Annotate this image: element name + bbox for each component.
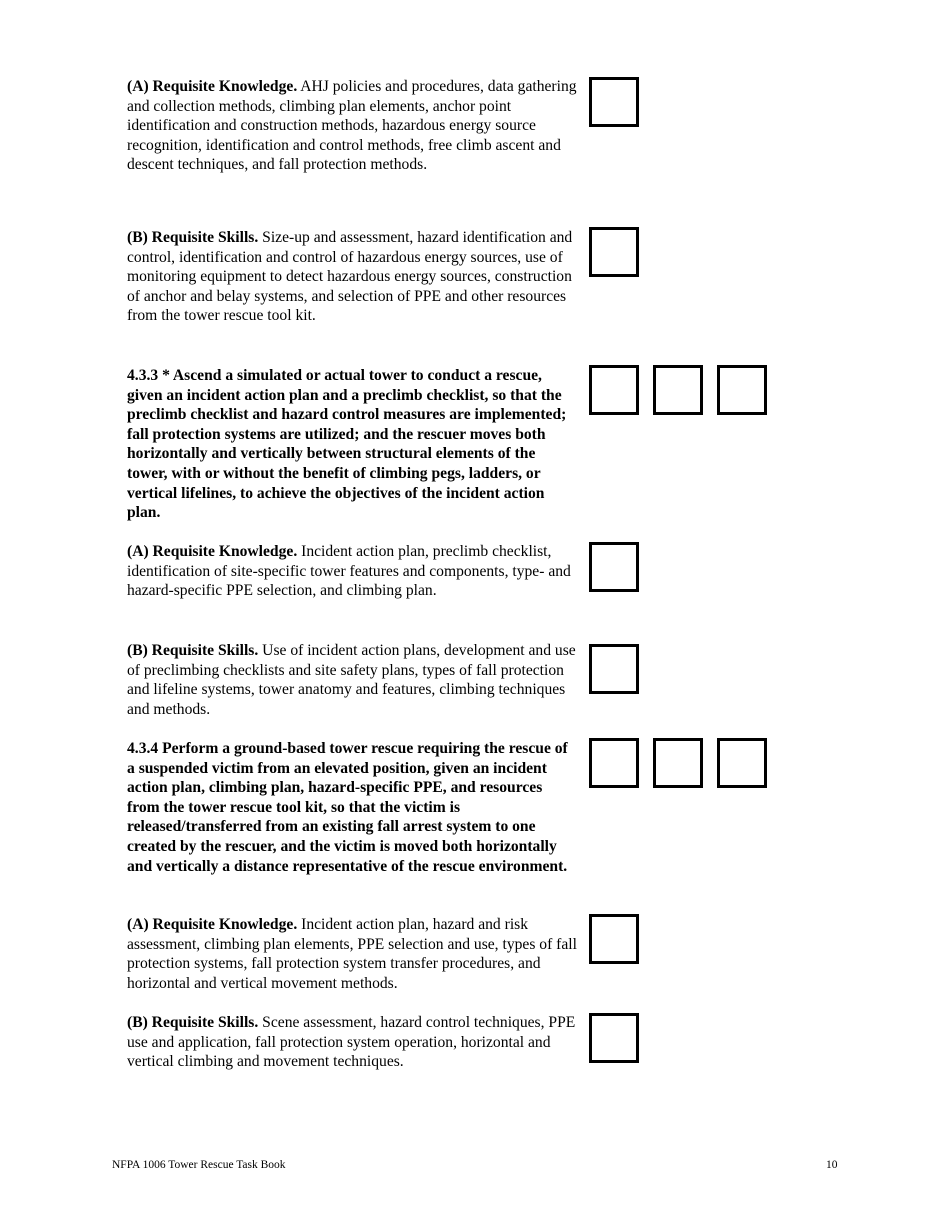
requisite-knowledge-4-3-3: [127, 542, 577, 601]
requisite-knowledge-4-3-2: [127, 77, 577, 175]
signoff-boxes: [589, 542, 639, 592]
section-lead: (B) Requisite Skills.: [127, 642, 259, 659]
section-lead: (A) Requisite Knowledge.: [127, 78, 298, 95]
signoff-checkbox[interactable]: [589, 77, 639, 127]
requisite-skills-4-3-4: [127, 1013, 577, 1072]
signoff-checkbox[interactable]: [589, 1013, 639, 1063]
signoff-boxes: [589, 1013, 639, 1063]
signoff-boxes: [589, 644, 639, 694]
section-text: AHJ policies and procedures, data gathering and collection methods, climbing plan elements, anchor point identification and construction methods, hazardous energy source recognition, identification and control methods, free climb ascent and descent techniques, and fall protection methods.: [127, 78, 577, 174]
section-text: 4.3.3 * Ascend a simulated or actual tower to conduct a rescue, given an incident action plan and a preclimb checklist, so that the preclimb checklist and hazard control measures are implemented; fall protection systems are utilized; and the rescuer moves both horizontally and vertically between structural elements of the tower, with or without the benefit of climbing pegs, ladders, or vertical lifelines, to achieve the objectives of the incident action plan.: [127, 367, 567, 522]
signoff-checkbox[interactable]: [589, 914, 639, 964]
requisite-skills-4-3-3: [127, 641, 577, 719]
section-text: Scene assessment, hazard control techniques, PPE use and application, fall protection system operation, horizontal and vertical climbing and movement techniques.: [127, 1014, 576, 1071]
signoff-boxes: [589, 227, 639, 277]
evaluation-checkbox-2[interactable]: [653, 365, 703, 415]
evaluation-boxes: [589, 738, 767, 788]
jpr-4-3-4: [127, 739, 577, 876]
section-text: Incident action plan, hazard and risk assessment, climbing plan elements, PPE selection and use, types of fall protection systems, fall protection system transfer procedures, and horizontal and vertical movement methods.: [127, 916, 577, 992]
requisite-knowledge-4-3-4: [127, 915, 577, 993]
signoff-checkbox[interactable]: [589, 542, 639, 592]
signoff-checkbox[interactable]: [589, 644, 639, 694]
section-text: Size-up and assessment, hazard identification and control, identification and control of hazardous energy sources, use of monitoring equipment to detect hazardous energy sources, construction of anchor and belay systems, and selection of PPE and other resources from the tower rescue tool kit.: [127, 229, 573, 325]
section-text: 4.3.4 Perform a ground-based tower rescue requiring the rescue of a suspended victim from an elevated position, given an incident action plan, climbing plan, hazard-specific PPE, and resources from the tower rescue tool kit, so that the victim is released/transferred from an existing fall arrest system to one created by the rescuer, and the victim is moved both horizontally and vertically a distance representative of the rescue environment.: [127, 740, 568, 875]
evaluation-checkbox-3[interactable]: [717, 365, 767, 415]
footer-title: NFPA 1006 Tower Rescue Task Book: [112, 1159, 286, 1171]
evaluation-checkbox-2[interactable]: [653, 738, 703, 788]
section-lead: (B) Requisite Skills.: [127, 1014, 259, 1031]
signoff-checkbox[interactable]: [589, 227, 639, 277]
signoff-boxes: [589, 914, 639, 964]
evaluation-checkbox-1[interactable]: [589, 738, 639, 788]
page-number: 10: [826, 1159, 838, 1171]
section-lead: (B) Requisite Skills.: [127, 229, 259, 246]
jpr-4-3-3: [127, 366, 577, 523]
evaluation-checkbox-3[interactable]: [717, 738, 767, 788]
section-lead: (A) Requisite Knowledge.: [127, 543, 298, 560]
requisite-skills-4-3-2: [127, 228, 577, 326]
section-text: Incident action plan, preclimb checklist, identification of site-specific tower features and components, type- and hazard-specific PPE selection, and climbing plan.: [127, 543, 571, 600]
section-lead: (A) Requisite Knowledge.: [127, 916, 298, 933]
evaluation-boxes: [589, 365, 767, 415]
signoff-boxes: [589, 77, 639, 127]
section-text: Use of incident action plans, development and use of preclimbing checklists and site safety plans, types of fall protection and lifeline systems, tower anatomy and features, climbing techniques and methods.: [127, 642, 576, 718]
evaluation-checkbox-1[interactable]: [589, 365, 639, 415]
